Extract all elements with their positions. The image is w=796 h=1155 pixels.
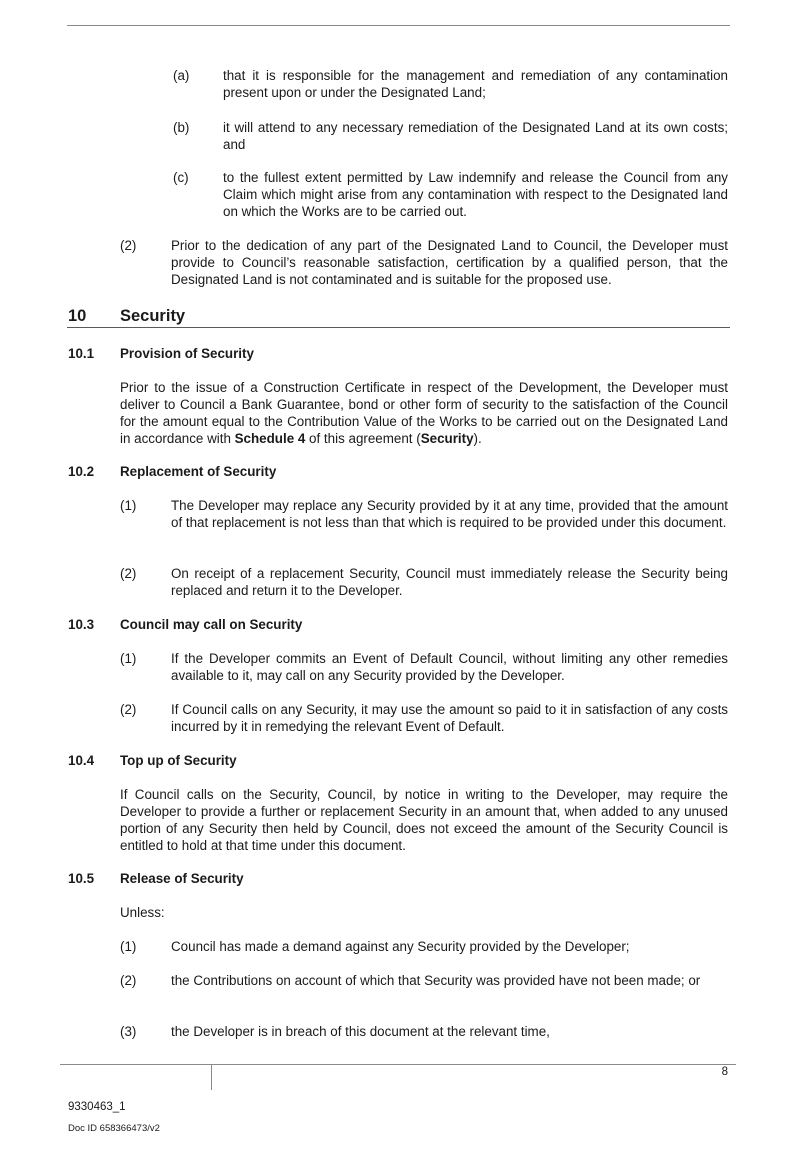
- clause-label-10-5-3: (3): [120, 1024, 137, 1039]
- paragraph-10-4: If Council calls on the Security, Council, by notice in writing to the Developer, may require the Developer to provide a further or replacement Security in an amount that, when added to any unused portion of any Security then held by Council, does not exceed the amount of the Security Council is entitled to hold at that time under this document.: [120, 787, 728, 853]
- clause-text-10-2-2: On receipt of a replacement Security, Council must immediately release the Security being replaced and return it to the Developer.: [171, 566, 728, 598]
- paragraph-10-1-end: ).: [473, 430, 482, 446]
- clause-text-2: Prior to the dedication of any part of the Designated Land to Council, the Developer must provide to Council’s reasonable satisfaction, certification by a qualified person, that the Designated Land is not contaminated and is suitable for the proposed use.: [171, 238, 728, 287]
- clause-text-10-2-1: The Developer may replace any Security provided by it at any time, provided that the amount of that replacement is not less than that which is required to be provided under this document.: [171, 498, 728, 530]
- schedule-ref: Schedule 4: [234, 430, 306, 446]
- defined-term-security: Security: [420, 430, 474, 446]
- subsection-title-10-1: Provision of Security: [120, 346, 254, 361]
- clause-text-10-5-3: the Developer is in breach of this document at the relevant time,: [171, 1024, 550, 1039]
- subsection-number-10-4: 10.4: [68, 753, 95, 768]
- section-number: 10: [68, 307, 87, 325]
- clause-label-10-2-2: (2): [120, 566, 137, 581]
- subsection-number-10-1: 10.1: [68, 346, 95, 361]
- paragraph-10-1-text: Prior to the issue of a Construction Certificate in respect of the Development, the Developer must deliver to Council a Bank Guarantee, bond or other form of security to the satisfaction of the Council for the amount equal to the Contribution Value of the Works to be carried out on the Designated Land in accordance with: [120, 380, 728, 446]
- document-id: Doc ID 658366473/v2: [68, 1123, 160, 1134]
- clause-label-10-3-1: (1): [120, 651, 137, 666]
- paragraph-10-1: [120, 380, 728, 448]
- clause-label-10-3-2: (2): [120, 702, 137, 717]
- clause-text-10-5-1: Council has made a demand against any Security provided by the Developer;: [171, 939, 630, 954]
- paragraph-10-1-mid: of this agreement (: [305, 430, 421, 446]
- subsection-number-10-5: 10.5: [68, 871, 95, 886]
- clause-label-c: (c): [173, 170, 189, 185]
- subsection-title-10-2: Replacement of Security: [120, 464, 277, 479]
- subsection-title-10-4: Top up of Security: [120, 753, 237, 768]
- clause-label-10-5-1: (1): [120, 939, 137, 954]
- paragraph-10-5-intro: Unless:: [120, 905, 165, 920]
- subsection-number-10-2: 10.2: [68, 464, 95, 479]
- clause-label-2: (2): [120, 238, 137, 253]
- clause-label-10-2-1: (1): [120, 498, 137, 513]
- clause-text-10-3-2: If Council calls on any Security, it may use the amount so paid to it in satisfaction of any costs incurred by it in remedying the relevant Event of Default.: [171, 702, 728, 734]
- section-rule: [67, 327, 730, 328]
- subsection-title-10-3: Council may call on Security: [120, 617, 303, 632]
- section-title: Security: [120, 307, 186, 325]
- clause-text-10-3-1: If the Developer commits an Event of Default Council, without limiting any other remedies available to it, may call on any Security provided by the Developer.: [171, 651, 728, 683]
- header-rule: [67, 25, 730, 26]
- footer-divider: [211, 1064, 212, 1090]
- page-number: 8: [721, 1066, 728, 1078]
- footer-rule: [60, 1064, 736, 1065]
- clause-label-a: (a): [173, 68, 190, 83]
- clause-text-c: to the fullest extent permitted by Law indemnify and release the Council from any Claim which might arise from any contamination with respect to the Designated land on which the Works are to be carried out.: [223, 170, 728, 219]
- clause-label-10-5-2: (2): [120, 973, 137, 988]
- clause-text-b: it will attend to any necessary remediation of the Designated Land at its own costs; and: [223, 120, 728, 152]
- clause-label-b: (b): [173, 120, 190, 135]
- clause-text-a: that it is responsible for the management and remediation of any contamination present upon or under the Designated Land;: [223, 68, 728, 100]
- document-number: 9330463_1: [68, 1101, 126, 1113]
- subsection-number-10-3: 10.3: [68, 617, 95, 632]
- subsection-title-10-5: Release of Security: [120, 871, 244, 886]
- clause-text-10-5-2: the Contributions on account of which that Security was provided have not been made; or: [171, 973, 701, 988]
